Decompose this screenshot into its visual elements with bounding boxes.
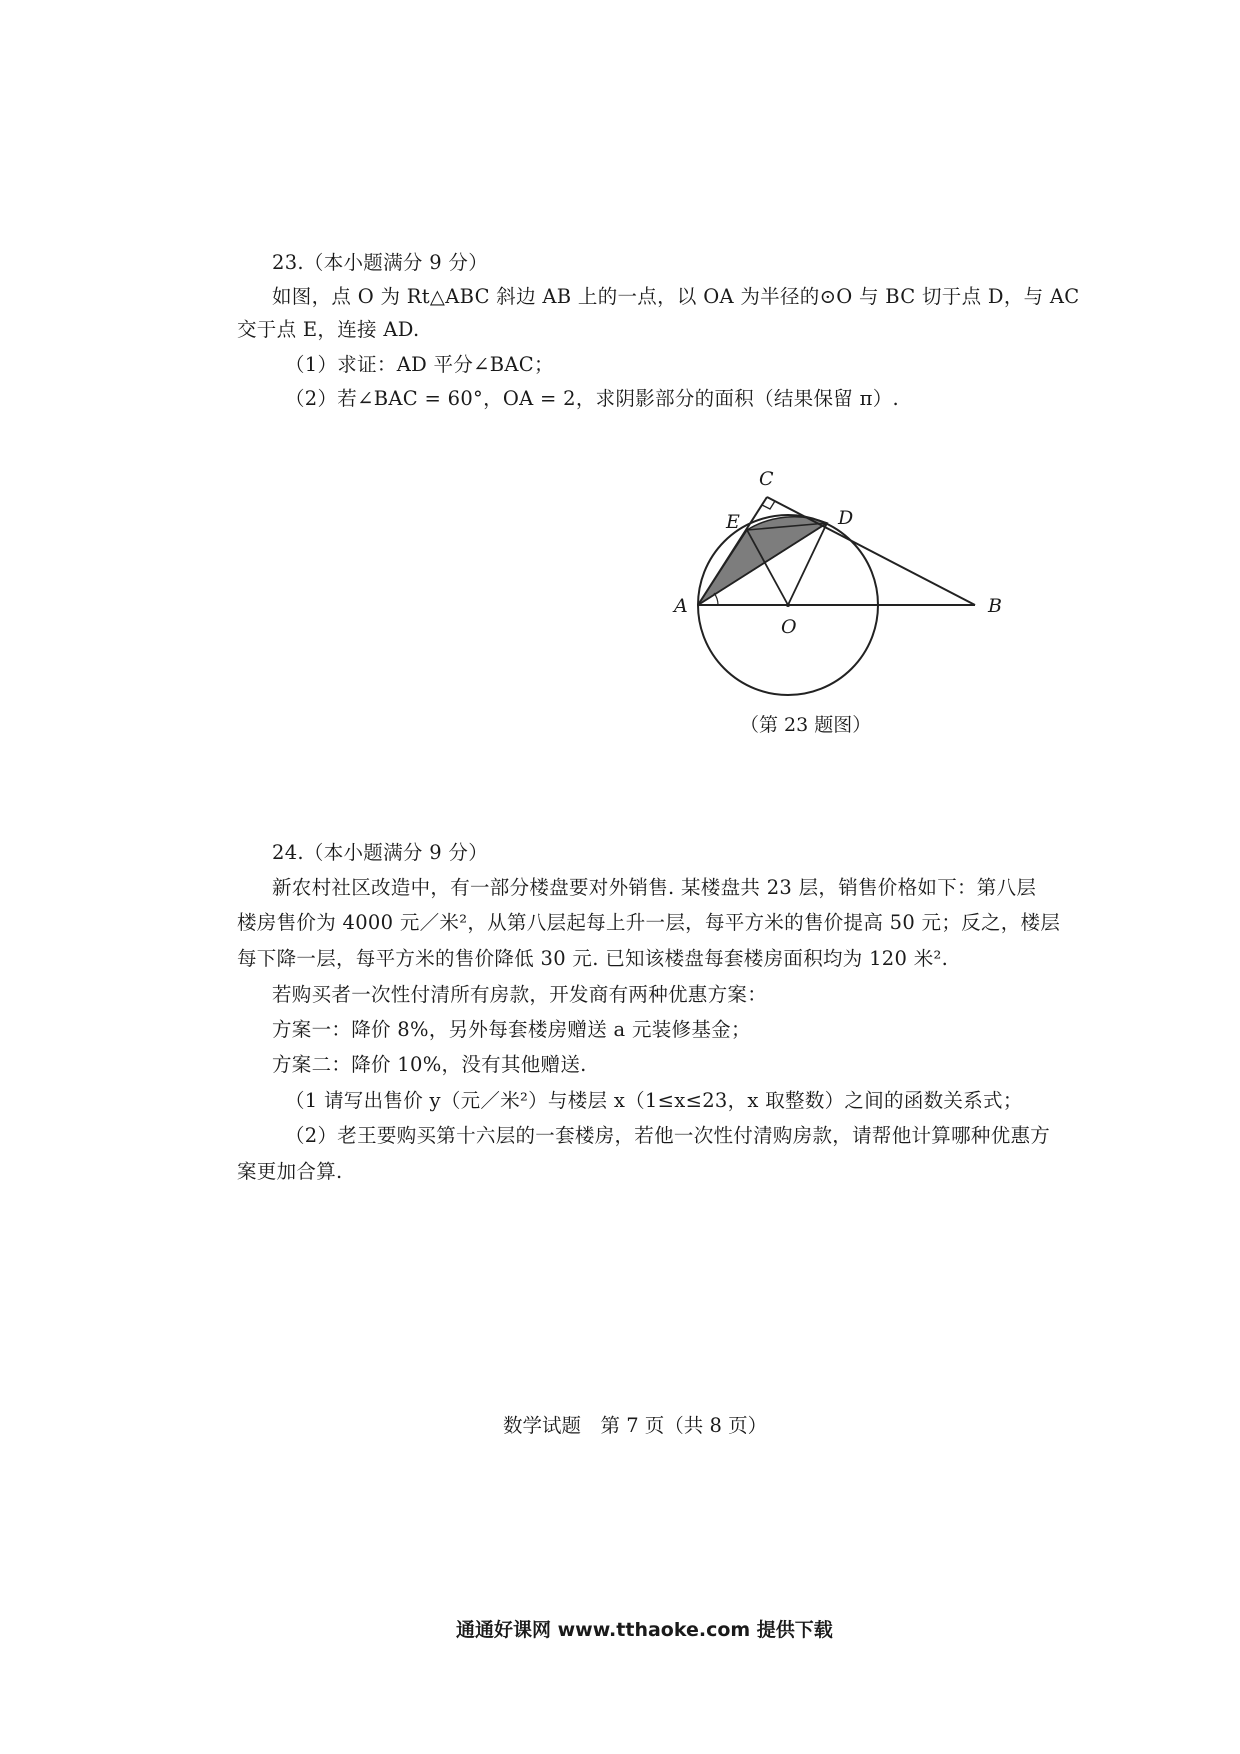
q24-plan-1: 方案一：降价 8%，另外每套楼房赠送 a 元装修基金； (272, 1018, 751, 1041)
label-b: B (988, 595, 1002, 617)
download-note: 通通好课网 www.tthaoke.com 提供下载 (456, 1619, 833, 1641)
label-o: O (781, 616, 797, 638)
label-e: E (726, 511, 740, 533)
q24-plan-2: 方案二：降价 10%，没有其他赠送. (272, 1053, 587, 1076)
label-a: A (674, 595, 688, 617)
page-footer: 数学试题 第 7 页（共 8 页） (503, 1414, 768, 1437)
q24-part-2: （2）老王要购买第十六层的一套楼房，若他一次性付清购房款，请帮他计算哪种优惠方 (285, 1124, 1051, 1147)
q24-line-1: 新农村社区改造中，有一部分楼盘要对外销售. 某楼盘共 23 层，销售价格如下：第八层 (272, 876, 1037, 899)
figure-caption: （第 23 题图） (740, 714, 872, 736)
q23-line-2: 交于点 E，连接 AD. (237, 318, 420, 341)
q23-line-1: 如图，点 O 为 Rt△ABC 斜边 AB 上的一点，以 OA 为半径的⊙O 与 BC 切于点 D，与 AC (272, 285, 1080, 308)
point-o (786, 603, 790, 607)
q24-part-2-continued: 案更加合算. (237, 1160, 343, 1183)
q24-line-3: 每下降一层，每平方米的售价降低 30 元. 已知该楼盘每套楼房面积均为 120 米². (237, 947, 949, 970)
segment-cb (767, 497, 975, 605)
q23-part-1: （1）求证：AD 平分∠BAC； (285, 353, 554, 376)
angle-arc-a (714, 593, 718, 605)
q24-part-1: （1 请写出售价 y（元／米²）与楼层 x（1≤x≤23，x 取整数）之间的函数关系式； (285, 1089, 1023, 1112)
q23-heading: 23.（本小题满分 9 分） (272, 251, 489, 274)
q24-line-4: 若购买者一次性付清所有房款，开发商有两种优惠方案： (272, 983, 768, 1006)
q23-part-2: （2）若∠BAC = 60°，OA = 2，求阴影部分的面积（结果保留 π）. (285, 387, 900, 410)
q24-line-2: 楼房售价为 4000 元／米²，从第八层起每上升一层，每平方米的售价提高 50 元；反之，楼层 (237, 911, 1061, 934)
label-c: C (759, 468, 774, 490)
q24-heading: 24.（本小题满分 9 分） (272, 841, 489, 864)
q23-geometry-figure (660, 455, 1020, 705)
label-d: D (838, 507, 854, 529)
